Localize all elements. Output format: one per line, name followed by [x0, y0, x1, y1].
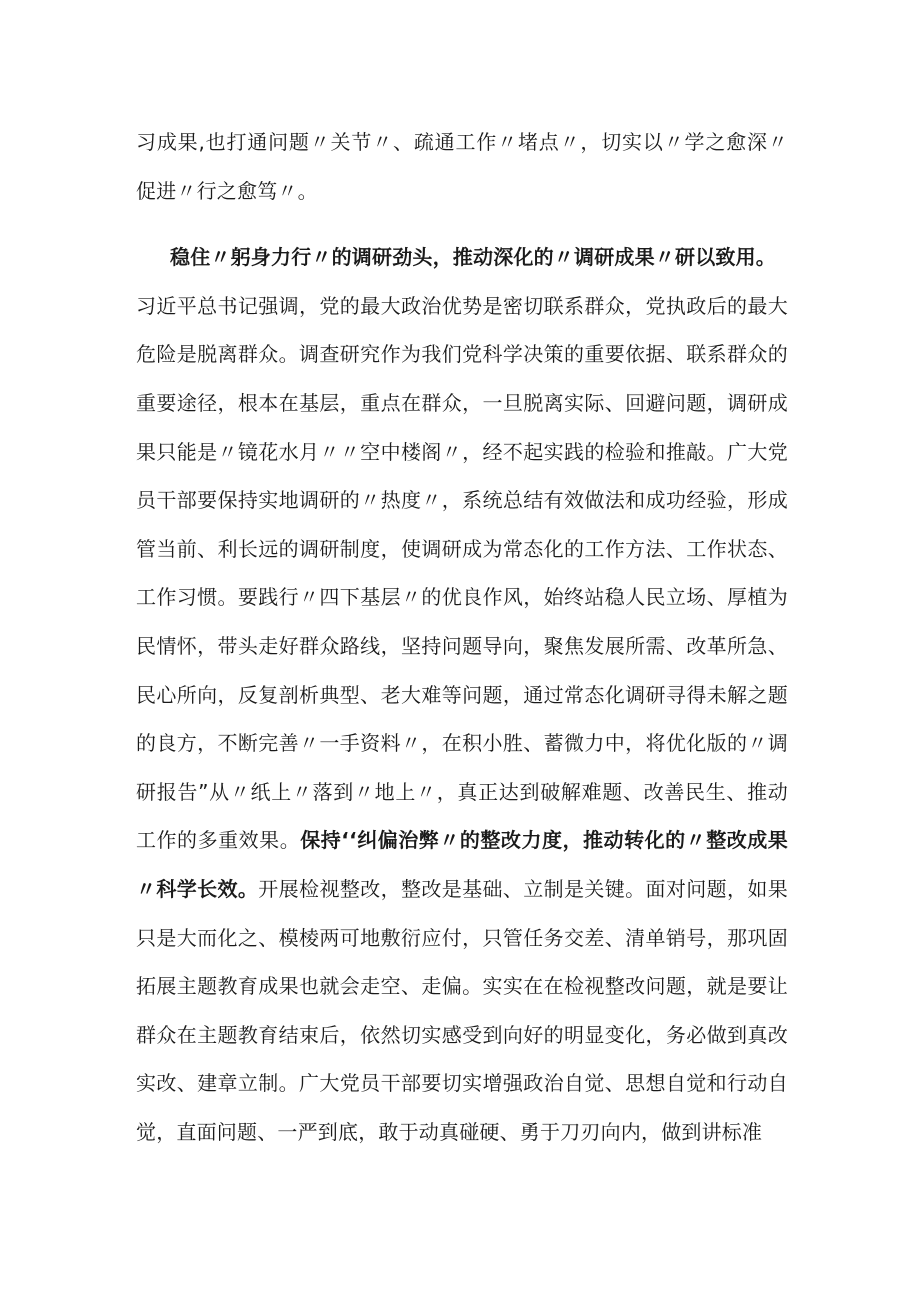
section-heading-research: 稳住〃躬身力行〃的调研劲头，推动深化的〃调研成果〃研以致用。 [170, 245, 776, 270]
paragraph-rectification-text: 开展检视整改，整改是基础、立制是关键。面对问题，如果只是大而化之、模棱两可地敷衍应付，只管任务交差、清单销号，那巩固拓展主题教育成果也就会走空、走偏。实实在在检视整改问题，就是要让群众在主题教育结束后，依然切实感受到向好的明显变化，务必做到真改实改、建章立制。广大党员干部要切实增强政治自觉、思想自觉和行动自觉，直面问题、一严到底，敢于动真碰硬、勇于刀刃向内，做到讲标准 [136, 876, 789, 1144]
document-body [136, 118, 788, 1156]
paragraph-intro [136, 118, 788, 215]
section-heading-rectification: 保持‘‘纠偏治弊〃的整改力度，推动转化的〃整改成果〃科学长效。 [136, 828, 788, 901]
paragraph-research-text: 习近平总书记强调，党的最大政治优势是密切联系群众，党执政后的最大危险是脱离群众。调查研究作为我们党科学决策的重要依据、联系群众的重要途径，根本在基层，重点在群众，一旦脱离实际、回避问题，调研成果只能是〃镜花水月〃〃空中楼阁〃，经不起实践的检验和推敲。广大党员干部要保持实地调研的〃热度〃，系统总结有效做法和成功经验，形成管当前、利长远的调研制度，使调研成为常态化的工作方法、工作状态、工作习惯。要践行〃四下基层〃的优良作风，始终站稳人民立场、厚植为民情怀，带头走好群众路线，坚持问题导向，聚焦发展所需、改革所急、民心所向，反复剖析典型、老大难等问题，通过常态化调研寻得未解之题的良方，不断完善〃一手资料〃，在积小胜、蓄微力中，将优化版的〃调研报告”从〃纸上〃落到〃地上〃，真正达到破解难题、改善民生、推动工作的多重效果。 [136, 293, 788, 853]
paragraph-research [136, 233, 788, 1156]
paragraph-intro-text: 习成果,也打通问题〃关节〃、疏通工作〃堵点〃，切实以〃学之愈深〃促进〃行之愈笃〃。 [136, 130, 788, 203]
